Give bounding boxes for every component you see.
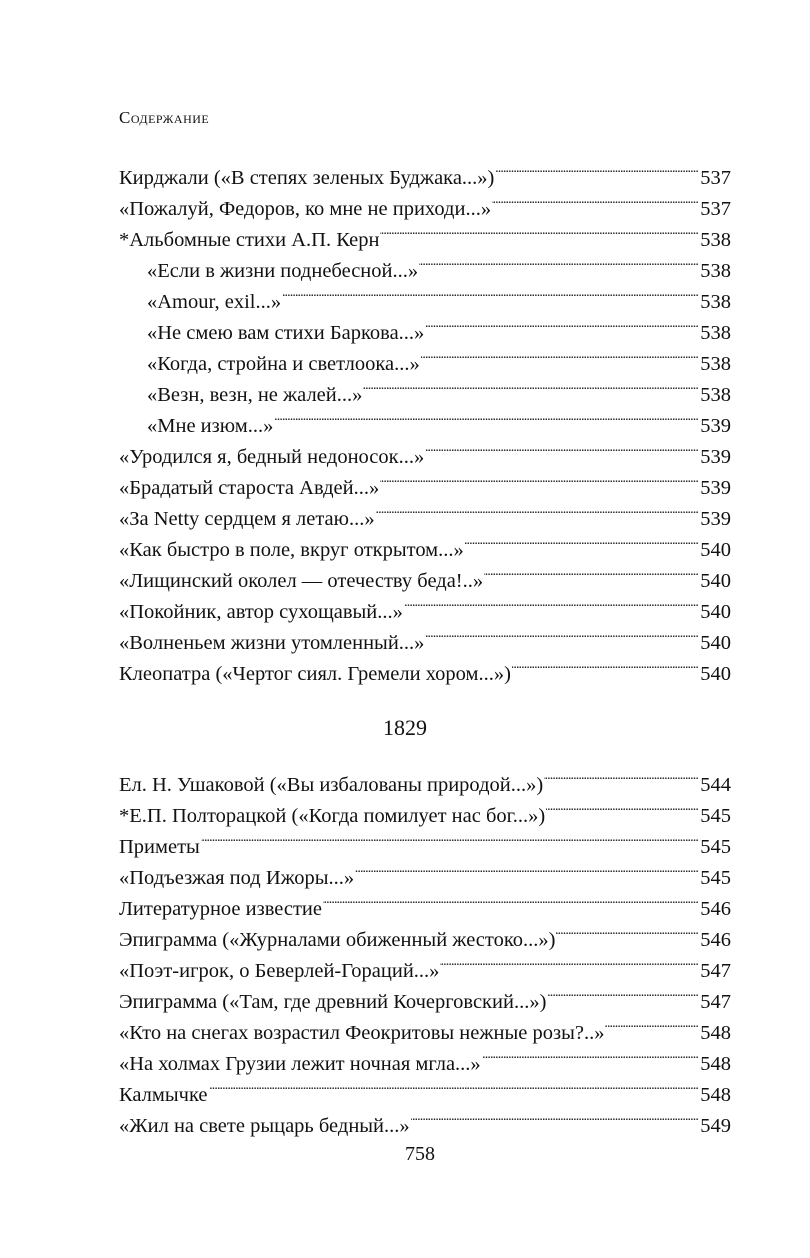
dot-leader (484, 556, 699, 587)
page-number-footer: 758 (405, 1143, 435, 1165)
entry-page-number: 546 (700, 929, 731, 951)
dot-leader (547, 977, 699, 1008)
entry-title: «Мне изюм...» (147, 415, 274, 437)
dot-leader (440, 946, 699, 977)
entry-title: Эпиграмма («Журналами обиженный жестоко...») (119, 929, 556, 951)
entry-title: «Подъезжая под Ижоры...» (119, 867, 355, 889)
dot-leader (425, 432, 699, 463)
entry-page-number: 537 (700, 198, 731, 220)
dot-leader (425, 308, 699, 339)
entry-page-number: 539 (700, 477, 731, 499)
dot-leader (411, 1101, 700, 1132)
entry-title: «Покойник, автор сухощавый...» (119, 601, 403, 623)
dot-leader (376, 494, 700, 525)
entry-page-number: 549 (700, 1115, 731, 1137)
entry-page-number: 540 (700, 663, 731, 685)
dot-leader (421, 339, 700, 370)
dot-leader (544, 760, 699, 791)
entry-page-number: 538 (700, 353, 731, 375)
dot-leader (605, 1008, 699, 1039)
entry-page-number: 548 (700, 1022, 731, 1044)
entry-title: «Не смею вам стихи Баркова...» (147, 322, 425, 344)
entry-page-number: 540 (700, 632, 731, 654)
dot-leader (546, 791, 699, 822)
toc-entry (119, 1070, 731, 1106)
entry-page-number: 538 (700, 384, 731, 406)
dot-leader (425, 618, 699, 649)
entry-page-number: 548 (700, 1053, 731, 1075)
entry-page-number: 545 (700, 805, 731, 827)
entry-page-number: 539 (700, 446, 731, 468)
entry-page-number: 544 (700, 774, 731, 796)
toc-section-2 (119, 760, 731, 1137)
entry-title: Ел. Н. Ушаковой («Вы избалованы природой...») (119, 774, 544, 796)
dot-leader (419, 246, 699, 277)
dot-leader (363, 370, 699, 401)
entry-title: Калмычке (119, 1084, 208, 1106)
dot-leader (274, 401, 699, 432)
entry-page-number: 538 (700, 229, 731, 251)
dot-leader (482, 1039, 700, 1070)
dot-leader (282, 277, 699, 308)
dot-leader (380, 463, 699, 494)
entry-page-number: 540 (700, 570, 731, 592)
entry-title: «На холмах Грузии лежит ночная мгла...» (119, 1053, 481, 1075)
entry-page-number: 547 (700, 991, 731, 1013)
entry-page-number: 538 (700, 291, 731, 313)
entry-title: «За Netty сердцем я летаю...» (119, 508, 375, 530)
entry-title: «Поэт-игрок, о Беверлей-Гораций...» (119, 960, 440, 982)
entry-title: «Брадатый староста Авдей...» (119, 477, 380, 499)
dot-leader (492, 184, 699, 215)
entry-page-number: 540 (700, 601, 731, 623)
year-heading: 1829 (383, 715, 427, 740)
entry-page-number: 538 (700, 322, 731, 344)
entry-title: *Е.П. Полторацкой («Когда помилует нас бог...») (119, 805, 546, 827)
entry-title: «Amour, exil...» (147, 291, 282, 313)
entry-title: Эпиграмма («Там, где древний Кочерговский...») (119, 991, 547, 1013)
entry-title: «Волненьем жизни утомленный...» (119, 632, 425, 654)
entry-title: Литературное известие (119, 898, 322, 920)
entry-page-number: 547 (700, 960, 731, 982)
entry-title: «Пожалуй, Федоров, ко мне не приходи...» (119, 198, 492, 220)
running-head: Содержание (119, 108, 210, 127)
entry-title: Кирджали («В степях зеленых Буджака...») (119, 167, 495, 189)
entry-title: «Кто на снегах возрастил Феокритовы нежные розы?..» (119, 1022, 605, 1044)
dot-leader (495, 153, 699, 184)
dot-leader (209, 1070, 700, 1101)
entry-title: «Если в жизни поднебесной...» (147, 260, 419, 282)
entry-title: *Альбомные стихи А.П. Керн (119, 229, 380, 251)
entry-page-number: 545 (700, 836, 731, 858)
toc-section-1 (119, 153, 731, 685)
dot-leader (465, 525, 699, 556)
toc-entry (119, 760, 731, 796)
dot-leader (404, 587, 699, 618)
toc-entry (119, 822, 731, 858)
toc-entry (119, 153, 731, 189)
entry-page-number: 539 (700, 415, 731, 437)
toc-entry (119, 853, 731, 889)
entry-page-number: 539 (700, 508, 731, 530)
entry-page-number: 538 (700, 260, 731, 282)
entry-title: «Везн, везн, не жалей...» (147, 384, 363, 406)
entry-title: Приметы (119, 836, 200, 858)
entry-title: «Жил на свете рыцарь бедный...» (119, 1115, 410, 1137)
entry-page-number: 546 (700, 898, 731, 920)
dot-leader (355, 853, 699, 884)
dot-leader (380, 215, 699, 246)
entry-title: «Уродился я, бедный недоносок...» (119, 446, 425, 468)
entry-page-number: 537 (700, 167, 731, 189)
dot-leader (201, 822, 699, 853)
dot-leader (323, 884, 699, 915)
dot-leader (512, 649, 699, 680)
entry-title: «Когда, стройна и светлоока...» (147, 353, 420, 375)
entry-page-number: 545 (700, 867, 731, 889)
entry-page-number: 548 (700, 1084, 731, 1106)
entry-title: Клеопатра («Чертог сиял. Гремели хором...») (119, 663, 511, 685)
toc-entry (119, 1101, 731, 1137)
entry-page-number: 540 (700, 539, 731, 561)
entry-title: «Как быстро в поле, вкруг открытом...» (119, 539, 464, 561)
dot-leader (556, 915, 699, 946)
entry-title: «Лищинский околел — отечеству беда!..» (119, 570, 484, 592)
